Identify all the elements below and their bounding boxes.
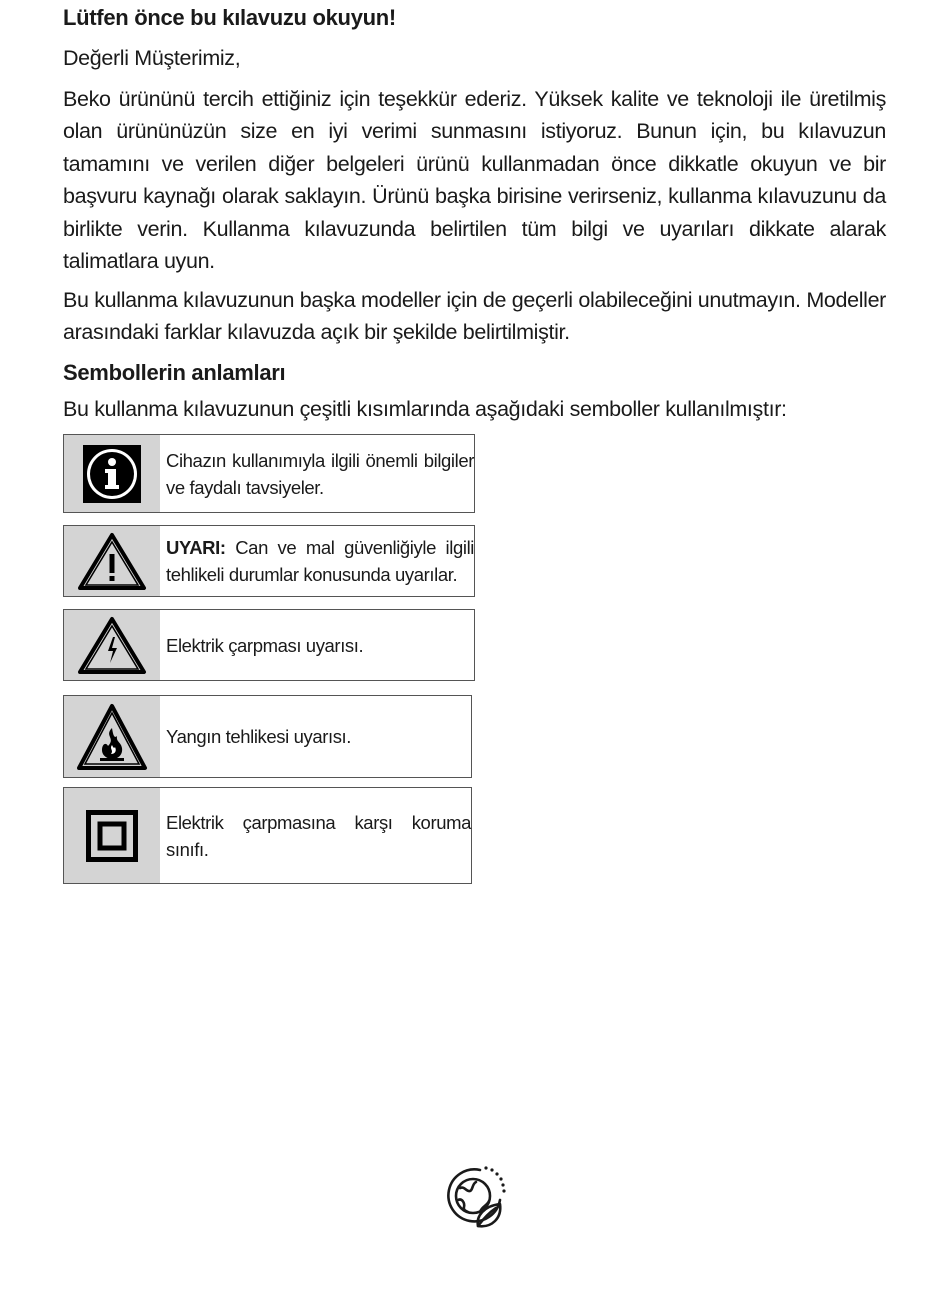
electric-shock-icon [77, 615, 147, 675]
symbol-description: Cihazın kullanımıyla ilgili önemli bilgiler ve faydalı tavsiyeler. [166, 449, 474, 498]
symbol-row-protection-class [63, 787, 472, 884]
electric-shock-icon-cell [64, 610, 160, 680]
warning-icon-cell [64, 526, 160, 596]
protection-class-icon [86, 810, 138, 862]
symbol-row-fire-hazard [63, 695, 472, 778]
symbol-description: Yangın tehlikesi uyarısı. [166, 726, 352, 747]
eco-globe-leaf-icon [440, 1160, 508, 1232]
info-icon-cell [64, 435, 160, 512]
intro-paragraph: Beko ürününü tercih ettiğiniz için teşekkür ederiz. Yüksek kalite ve teknoloji ile üretilmiş olan ürününüzün size en iyi verimi sunmasını istiyoruz. Bunun için, bu kılavuzun tamamını ve verilen diğer belgeleri ürünü kullanmadan önce dikkatle okuyun ve bir başvuru kaynağı olarak saklayın. Ürünü başka birisine verirseniz, kullanma kılavuzunu da birlikte verin. Kullanma kılavuzunda belirtilen tüm bilgi ve uyarıları dikkate alarak talimatlara uyun. [63, 86, 886, 273]
fire-hazard-icon-cell [64, 696, 160, 777]
symbol-description: Elektrik çarpmasına karşı koruma sınıfı. [166, 811, 471, 860]
symbol-text [160, 788, 471, 883]
models-paragraph: Bu kullanma kılavuzunun başka modeller için de geçerli olabileceğini unutmayın. Modeller arasındaki farklar kılavuzda açık bir şekilde belirtilmiştir. [63, 287, 886, 344]
document-body [63, 0, 886, 425]
symbol-text [160, 696, 351, 777]
fire-hazard-icon [76, 702, 148, 772]
symbols-intro: Bu kullanma kılavuzunun çeşitli kısımlarında aşağıdaki semboller kullanılmıştır: [63, 396, 787, 421]
symbol-text [160, 526, 474, 596]
protection-class-icon-cell [64, 788, 160, 883]
symbol-description: Elektrik çarpması uyarısı. [166, 634, 364, 656]
symbol-row-electric-shock [63, 609, 475, 681]
symbols-heading: Sembollerin anlamları [63, 359, 286, 385]
info-icon [83, 445, 141, 503]
warning-icon [77, 531, 147, 591]
symbol-text [160, 435, 474, 512]
document-title: Lütfen önce bu kılavuzu okuyun! [63, 5, 396, 30]
symbol-row-info [63, 434, 475, 513]
symbol-text [160, 610, 363, 680]
warning-label: UYARI: [166, 537, 226, 558]
symbol-description: Can ve mal güvenliğiyle ilgili tehlikeli durumlar konusunda uyarılar. [166, 537, 474, 585]
greeting: Değerli Müşterimiz, [63, 46, 241, 70]
symbol-row-warning [63, 525, 475, 597]
